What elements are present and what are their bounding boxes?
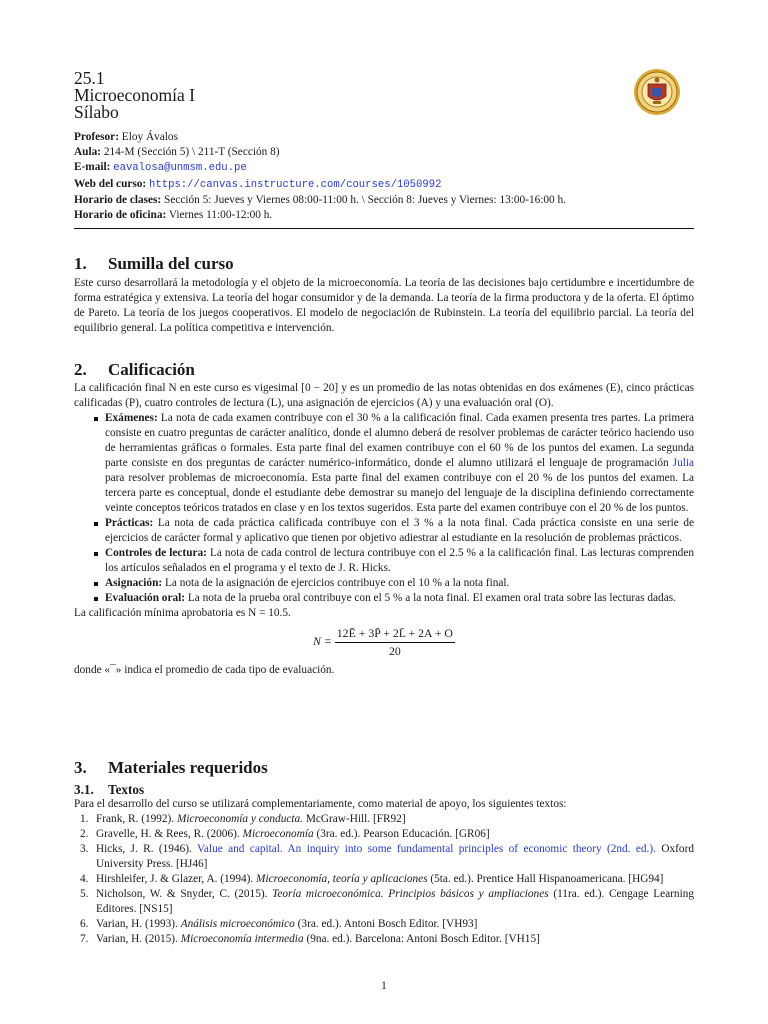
item-label: Prácticas: [105,517,154,529]
reference-number: 3. [80,843,89,855]
course-info [74,130,566,223]
document-type: Sílabo [74,102,119,122]
reference-number: 2. [80,828,89,840]
grade-formula [74,626,694,659]
minimum-grade: La calificación mínima aprobatoria es N = 10.5. [74,607,291,619]
item-text: La nota de cada examen contribuye con el 30 % a la calificación final. Cada examen presenta tres partes. La primera consiste en cuatro preguntas de carácter analítico, donde el alumno deberá de resolver problemas de carácter teórico haciendo uso de herramientas gráficas o formales. Esta parte final del examen contribuye con el 60 % de los puntos del examen. La segunda parte consiste en dos preguntas de carácter numérico-informático, donde el alumno utilizará el lenguaje de programación [105,412,695,469]
formula-fraction [335,626,455,659]
profesor-value: Eloy Ávalos [121,131,178,143]
item-label: Exámenes: [105,412,158,424]
reference-item [80,812,694,827]
header-divider [74,228,694,229]
profesor-label: Profesor: [74,131,119,143]
reference-publisher: (5ta. ed.). Prentice Hall Hispanoamericana. [HG94] [430,873,664,885]
section-number: 2. [74,360,87,379]
reference-item [80,872,694,887]
formula-lhs: N = [313,634,332,649]
reference-title: Microeconomía [242,828,314,840]
item-text: para resolver problemas de microeconomía. Esta parte final del examen contribuye con el 20 % de los puntos del examen. La tercera parte es conceptual, donde el estudiante debe demostrar su manejo del lenguaje de la disciplina definiendo correctamente veinte conceptos teóricos tratados en clase y en los textos sugeridos. Esta parte del examen contribuye con el 20 % de los puntos. [105,472,694,514]
section-calificacion [74,362,694,678]
item-text: La nota de la prueba oral contribuye con el 5 % a la nota final. El examen oral trata sobre las lecturas dadas. [187,592,676,604]
list-item [105,411,694,516]
reference-publisher: (9na. ed.). Barcelona: Antoni Bosch Editor. [VH15] [306,933,540,945]
reference-author: Gravelle, H. & Rees, R. (2006). [96,828,240,840]
reference-item [80,932,694,947]
item-label: Asignación: [105,577,163,589]
reference-item [80,887,694,917]
grading-list [74,411,694,606]
section-sumilla [74,256,694,336]
reference-title: Microeconomía intermedia [180,933,304,945]
course-code: 25.1 [74,68,105,88]
reference-publisher: (11ra. ed.). Cengage Learning Editores. [NS15] [96,888,694,915]
item-label: Evaluación oral: [105,592,186,604]
list-item [105,576,694,591]
section-title: Calificación [108,360,195,379]
item-label: Controles de lectura: [105,547,207,559]
formula-numerator: 12Ē + 3P̄ + 2L̄ + 2A + O [335,626,455,643]
schedule-label: Horario de clases: [74,193,162,206]
reference-number: 4. [80,873,89,885]
section-heading [74,256,694,271]
office-hours-value: Viernes 11:00-12:00 h. [168,209,273,222]
list-item [105,516,694,546]
reference-publisher: (3ra. ed.). Antoni Bosch Editor. [VH93] [297,918,478,930]
item-text: La nota de la asignación de ejercicios contribuye con el 10 % a la nota final. [164,577,510,589]
reference-link[interactable]: Value and capital. An inquiry into some fundamental principles of economic theory (2nd. ed.). [197,843,656,855]
reference-author: Hirshleifer, J. & Glazer, A. (1994). [96,873,254,885]
course-web-link[interactable]: https://canvas.instructure.com/courses/1050992 [149,178,442,191]
formula-denominator: 20 [388,644,401,658]
reference-number: 6. [80,918,89,930]
section-heading [74,362,694,377]
reference-title: Microeconomía, teoría y aplicaciones [256,873,428,885]
document-title-block [74,70,195,121]
page-number: 1 [381,980,387,992]
web-label: Web del curso: [74,177,147,190]
list-item [105,591,694,606]
section-title: Sumilla del curso [108,254,234,273]
reference-number: 1. [80,813,89,825]
reference-title: Análisis microeconómico [180,918,295,930]
sumilla-text: Este curso desarrollará la metodología y el objeto de la microeconomía. La teoría de las decisiones bajo certidumbre e incertidumbre de forma estratégica y extensiva. La teoría del hogar consumidor y de la demanda. La teoría de la firma productora y de la oferta. El óptimo de Pareto. La teoría de los juegos cooperativos. El modelo de negociación de Rubinstein. La teoría del equilibrio parcial. La teoría del equilibrio general. La política competitiva e intervención. [74,277,694,334]
course-name: Microeconomía I [74,85,195,105]
reference-publisher: Oxford University Press. [HJ46] [96,843,694,870]
schedule-value: Sección 5: Jueves y Viernes 08:00-11:00 h. \ Sección 8: Jueves y Viernes: 13:00-16:00 h. [164,193,566,206]
reference-item [80,827,694,842]
reference-author: Varian, H. (1993). [96,918,178,930]
office-hours-label: Horario de oficina: [74,209,167,222]
grading-intro: La calificación final N en este curso es vigesimal [0 − 20] y es un promedio de las notas obtenidas en dos exámenes (E), cinco prácticas calificadas (P), cuatro controles de lectura (L), una asignación de ejercicios (A) y una evaluación oral (O). [74,382,694,409]
reference-item [80,842,694,872]
item-text: La nota de cada práctica calificada contribuye con el 3 % a la nota final. Cada práctica consiste en una serie de ejercicios de carácter formal y aplicativo que tienen por objetivo adiestrar al estudiante en la resolución de problemas prácticos. [105,517,694,544]
aula-value: 214-M (Sección 5) \ 211-T (Sección 8) [103,146,280,159]
aula-label: Aula: [74,146,101,159]
section-number: 3. [74,758,87,777]
reference-number: 7. [80,933,89,945]
email-label: E-mail: [74,161,111,174]
item-text: La nota de cada control de lectura contribuye con el 2.5 % a la calificación final. Las lecturas comprenden los artículos señalados en el programa y el texto de J. R. Hicks. [105,547,694,574]
reference-author: Hicks, J. R. (1946). [96,843,192,855]
reference-author: Nicholson, W. & Snyder, C. (2015). [96,888,268,900]
reference-number: 5. [80,888,89,900]
texts-intro: Para el desarrollo del curso se utilizará complementariamente, como material de apoyo, los siguientes textos: [74,798,567,810]
julia-link[interactable]: Julia [672,457,695,469]
list-item [105,546,694,576]
subsection-title: Textos [108,782,145,797]
section-title: Materiales requeridos [108,758,268,777]
subsection-heading [74,782,694,797]
section-heading [74,760,694,775]
references-list [74,812,694,947]
reference-publisher: McGraw-Hill. [FR92] [305,813,406,825]
subsection-number: 3.1. [74,782,94,797]
university-seal-logo [633,68,681,116]
email-link[interactable]: eavalosa@unmsm.edu.pe [113,162,247,175]
section-number: 1. [74,254,87,273]
section-materiales [74,760,694,947]
reference-item [80,917,694,932]
reference-title: Microeconomía y conducta. [176,813,303,825]
reference-author: Frank, R. (1992). [96,813,175,825]
formula-note: donde «¯» indica el promedio de cada tipo de evaluación. [74,664,335,676]
reference-author: Varian, H. (2015). [96,933,178,945]
reference-title: Teoría microeconómica. Principios básicos y ampliaciones [272,888,549,900]
reference-publisher: (3ra. ed.). Pearson Educación. [GR06] [316,828,490,840]
